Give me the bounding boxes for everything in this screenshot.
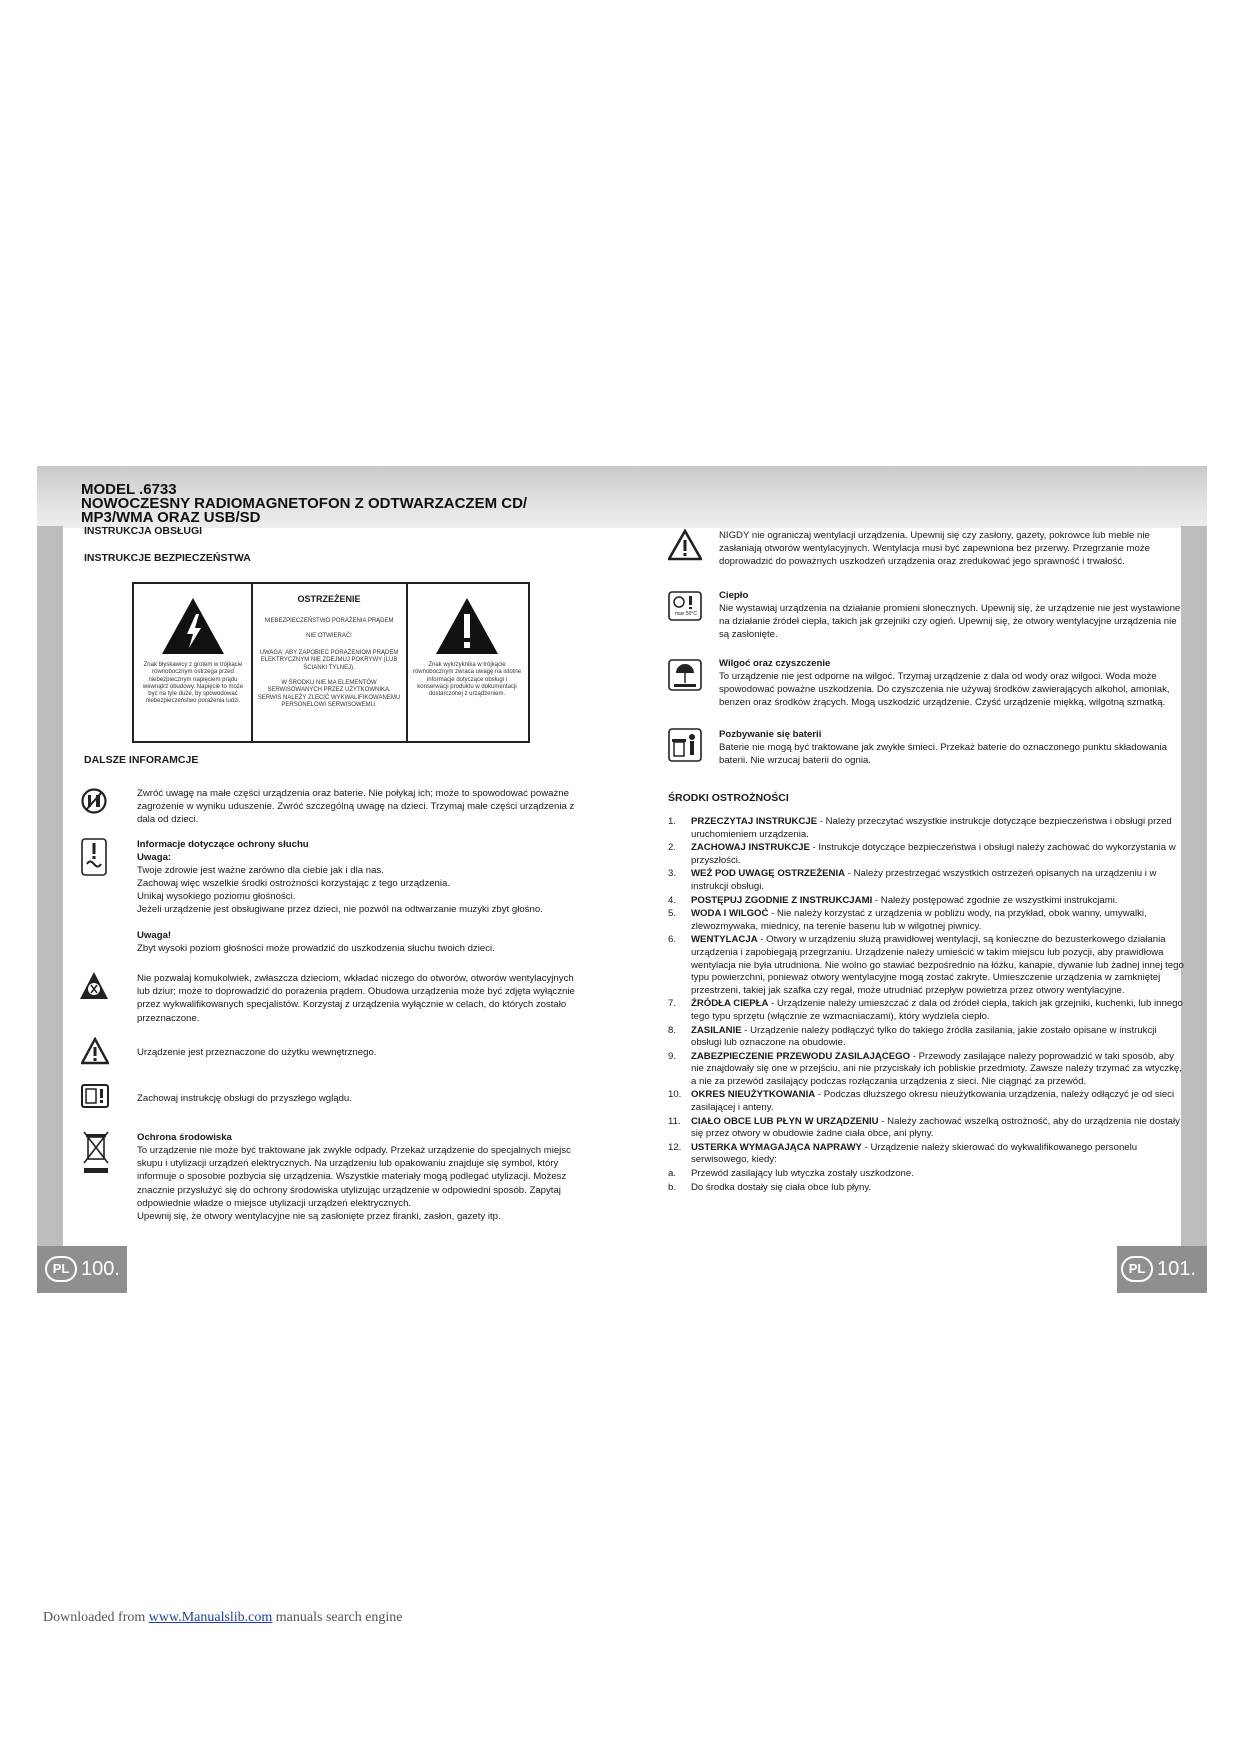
heat-text: Nie wystawiaj urządzenia na działanie promieni słonecznych. Upewnij się, że urządzenie nie jest wystawione na działanie źródeł ciepła, takich jak grzejniki czy ogień. Upewnij się, że otwory wentylacyjne urządzenia nie są zasłonięte. [719,603,1181,641]
shock-hazard-icon [79,971,109,1001]
page-number: 100. [81,1258,120,1280]
title-line-2: MP3/WMA ORAZ USB/SD [81,509,261,526]
hearing-text-5: Zbyt wysoki poziom głośności może prowadzić do uszkodzenia słuchu twoich dzieci. [137,943,495,954]
precautions-heading: ŚRODKI OSTROŻNOŚCI [668,792,789,804]
language-badge: PL [45,1256,77,1282]
moisture-text: To urządzenie nie jest odporne na wilgoć. Trzymaj urządzenie z dala od wody oraz wilgoci. Woda może spowodować poważne uszkodzenia. Do czyszczenia nie używaj środków zawierających alkohol, amoniak, benzen oraz środków żrących. Mogą uszkodzić urządzenie. Czyść urządzenie miękką, wilgotną szmatką. [719,671,1170,709]
model-number: MODEL .6733 [81,481,177,498]
list-item: 7. ŹRÓDŁA CIEPŁA - Urządzenie należy umieszczać z dala od źródeł ciepła, takich jak grzejniki, kuchenki, lub innego tego typu sprzętu (włącznie ze wzmacniaczami), który wydziela ciepło. [668,998,1183,1022]
warning-line-4: W ŚRODKU NIE MA ELEMENTÓW SERWISOWANYCH PRZEZ UŻYTKOWNIKA. SERWIS NALEŻY ZLECIĆ WYKWALIFIKOWANEMU PERSONELOWI SERWISOWEMU. [257,680,401,708]
environment-text-2: Upewnij się, że otwory wentylacyjne nie są zasłonięte przez firanki, zasłon, gazety itp. [137,1211,501,1222]
further-info-heading: DALSZE INFORAMCJE [84,754,199,766]
download-footer: Downloaded from www.Manualslib.com manuals search engine [43,1610,403,1625]
list-item: 5. WODA I WILGOĆ - Nie należy korzystać z urządzenia w pobliżu wody, na przykład, obok wanny, umywalki, zlewozmywaka, miednicy, na terenie basenu lub w wilgotnej piwnicy. [668,908,1147,932]
hearing-warning-label: Uwaga! [137,930,172,941]
warning-line-2: NIE OTWIERAĆ! [306,633,352,639]
caution-icon [81,1037,109,1065]
warning-line-1: NIEBEZPIECZEŃSTWO PORAŻENIA PRĄDEM [264,618,394,624]
battery-text: Baterie nie mogą być traktowane jak zwykłe śmieci. Przekaż baterie do oznaczonego punktu składowania baterii. Nie wrzucaj baterii do ognia. [719,742,1167,767]
list-item: b. Do środka dostały się ciała obce lub płyny. [668,1181,872,1193]
no-swallow-icon [81,786,107,816]
ventilation-warning-icon [668,529,702,561]
exclamation-explanation: Znak wykrzyknika w trójkącie równobocznym zwraca uwagę na istotne informacje dotyczące obsługi i konserwacji produktu w dokumentacji dostarczonej z urządzeniem. [412,662,522,698]
hearing-text-2: Zachowaj więc wszelkie środki ostrożności korzystając z tego urządzenia. [137,878,450,889]
precautions-list [668,816,1188,1195]
lightning-explanation: Znak błyskawicy z grotem w trójkącie równobocznym ostrzega przed niebezpiecznym napięciem prądu wewnątrz obudowy. Napięcie to może być na tyle duże, by spowodować niebezpieczeństwo porażenia ludzi. [142,662,244,705]
hearing-title: Informacje dotyczące ochrony słuchu [137,839,309,850]
weee-bin-icon [83,1131,109,1175]
list-item: 6. WENTYLACJA - Otwory w urządzeniu służą prawidłowej wentylacji, są konieczne do bezusterkowego działania urządzenia i zapobiegają przegrzaniu. Urządzenie należy umieścić w takim miejscu lub pozycji, aby prawidłowa wentylacja nie była utrudniona. Nie wolno go stawiać bezpośrednio na łóżku, kanapie, dywanie lub żadnej innej tego typu powierzchni, ponieważ otwory wentylacyjne mogą zostać zakryte. Umieszczenie urządzenia w zamkniętej przestrzeni, takiej jak szafka czy regał, może utrudniać przepływ powietrza przez otwory wentylacyjne. [668,934,1184,996]
manualslib-link[interactable]: www.Manualslib.com [148,1610,273,1625]
list-item: 8. ZASILANIE - Urządzenie należy podłączyć tylko do takiego źródła zasilania, jakie zostało opisane w instrukcji obsługi lub oznaczone na obudowie. [668,1024,1157,1049]
keep-manual-text: Zachowaj instrukcję obsługi do przyszłego wglądu. [137,1093,352,1104]
instruction-subtitle: INSTRUKCJA OBSŁUGI [84,525,203,537]
page-number: 101. [1157,1258,1196,1280]
hearing-protection-icon [81,838,107,876]
left-sidebar [37,526,63,1246]
title-line-1: NOWOCZESNY RADIOMAGNETOFON Z ODTWARZACZEM CD/ [81,495,528,512]
safety-heading: INSTRUKCJE BEZPIECZEŃSTWA [84,552,251,564]
environment-text: To urządzenie nie może być traktowane jak zwykłe odpady. Przekaż urządzenie do specjalnych miejsc skupu i utylizacji urządzeń elektrycznych. Na urządzeniu lub opakowaniu znajduje się symbol, który informuje o sposobie pozbycia się urządzenia. Wszystkie materiały mogą podlegać utylizacji. Możesz znacznie przysłużyć się do ochrony środowiska utylizując urządzenie w odpowiedni sposób. Zapytaj odpowiednie władze o miejsce utylizacji urządzeń elektrycznych. [137,1145,571,1209]
list-item: 11. CIAŁO OBCE LUB PŁYN W URZĄDZENIU - Należy zachować wszelką ostrożność, aby do urządzenia nie dostały się przez otwory w obudowie żadne ciała obce, ani płyny. [668,1115,1180,1140]
warning-line-3: UWAGA: ABY ZAPOBIEC PORAŻENIOM PRĄDEM ELEKTRYCZNYM NIE ZDEJMUJ POKRYWY (LUB ŚCIANKI TYLNEJ). [259,650,399,671]
moisture-title: Wilgoć oraz czyszczenie [719,658,831,669]
list-item: 3. WEŹ POD UWAGĘ OSTRZEŻENIA - Należy przestrzegać wszystkich ostrzeżeń opisanych na urządzeniu i w instrukcji obsługi. [668,868,1157,892]
battery-title: Pozbywanie się baterii [719,729,822,740]
warning-title: OSTRZEŻENIE [297,594,361,604]
list-item: 9. ZABEZPIECZENIE PRZEWODU ZASILAJĄCEGO - Przewody zasilające należy poprowadzić w taki sposób, aby nie znajdowały się one w przejściu, ani nie przyciskały ich pobliskie przedmioty. Zawsze należy trzymać za wtyczkę, a nie za przewód zasilający podczas rozłączania urządzenia z sieci. Nie ciągnąć za przewód. [668,1050,1182,1087]
hearing-text-3: Unikaj wysokiego poziomu głośności. [137,891,296,902]
list-item: 12. USTERKA WYMAGAJĄCA NAPRAWY - Urządzenie należy skierować do wykwalifikowanego personelu serwisowego, kiedy: [668,1141,1138,1166]
environment-title: Ochrona środowiska [137,1132,232,1143]
warning-box [132,582,530,743]
small-parts-text: Zwróć uwagę na małe części urządzenia oraz baterie. Nie połykaj ich; może to spowodować poważne zagrożenie w wyniku uduszenie. Zwróć szczególną uwagę na dzieci. Trzymaj małe części urządzenia z dala od dzieci. [137,788,575,826]
heat-icon-label: max 50°C [674,611,697,617]
moisture-icon [668,659,702,691]
objects-warning-text: Nie pozwalaj komukolwiek, zwłaszcza dzieciom, wkładać niczego do otworów, otworów wentylacyjnych lub dziur; może to doprowadzić do porażenia prądem. Obudowa urządzenia może być zdjęta wyłącznie przez wykwalifikowanych specjalistów. Korzystaj z urządzenia wyłącznie w celach, do których zostało przeznaczone. [137,973,575,1024]
exclamation-warning-icon [434,596,500,656]
left-page-footer [37,1246,127,1293]
list-item: 2. ZACHOWAJ INSTRUKCJE - Instrukcje dotyczące bezpieczeństwa i obsługi należy zachować do wykorzystania w przyszłości. [668,842,1176,866]
ventilation-text: NIGDY nie ograniczaj wentylacji urządzenia. Upewnij się czy zasłony, gazety, pokrowce lub meble nie zasłaniają otworów wentylacyjnych. Wentylacja musi być zapewniona bez przerwy. Przegrzanie może doprowadzić do poważnych uszkodzeń urządzenia oraz zredukować jego sprawność i trwałość. [719,530,1151,568]
list-item: 4. POSTĘPUJ ZGODNIE Z INSTRUKCJAMI - Należy postępować zgodnie ze wszystkimi instrukcjami. [668,894,1118,906]
indoor-use-text: Urządzenie jest przeznaczone do użytku wewnętrznego. [137,1047,377,1058]
manual-book-icon [81,1084,109,1108]
list-item: a. Przewód zasilający lub wtyczka zostały uszkodzone. [668,1168,914,1180]
list-item: 1. PRZECZYTAJ INSTRUKCJE - Należy przeczytać wszystkie instrukcje dotyczące bezpieczeństwa i obsługi przed uruchomieniem urządzenia. [668,816,1172,840]
list-item: 10. OKRES NIEUŻYTKOWANIA - Podczas dłuższego okresu nieużytkowania urządzenia, należy odłączyć je od sieci zasilającej i anteny. [668,1089,1175,1114]
manual-spread [37,466,1207,1293]
language-badge: PL [1121,1256,1153,1282]
hearing-text-1: Twoje zdrowie jest ważne zarówno dla ciebie jak i dla nas. [137,865,384,876]
lightning-warning-icon [160,596,226,656]
right-page-footer [1117,1246,1207,1293]
hearing-note-label: Uwaga: [137,852,172,863]
hearing-text-4: Jeżeli urządzenie jest obsługiwane przez dzieci, nie pozwól na odtwarzanie muzyki zbyt głośno. [137,904,543,915]
battery-disposal-icon [668,728,702,762]
heat-title: Ciepło [719,590,749,601]
